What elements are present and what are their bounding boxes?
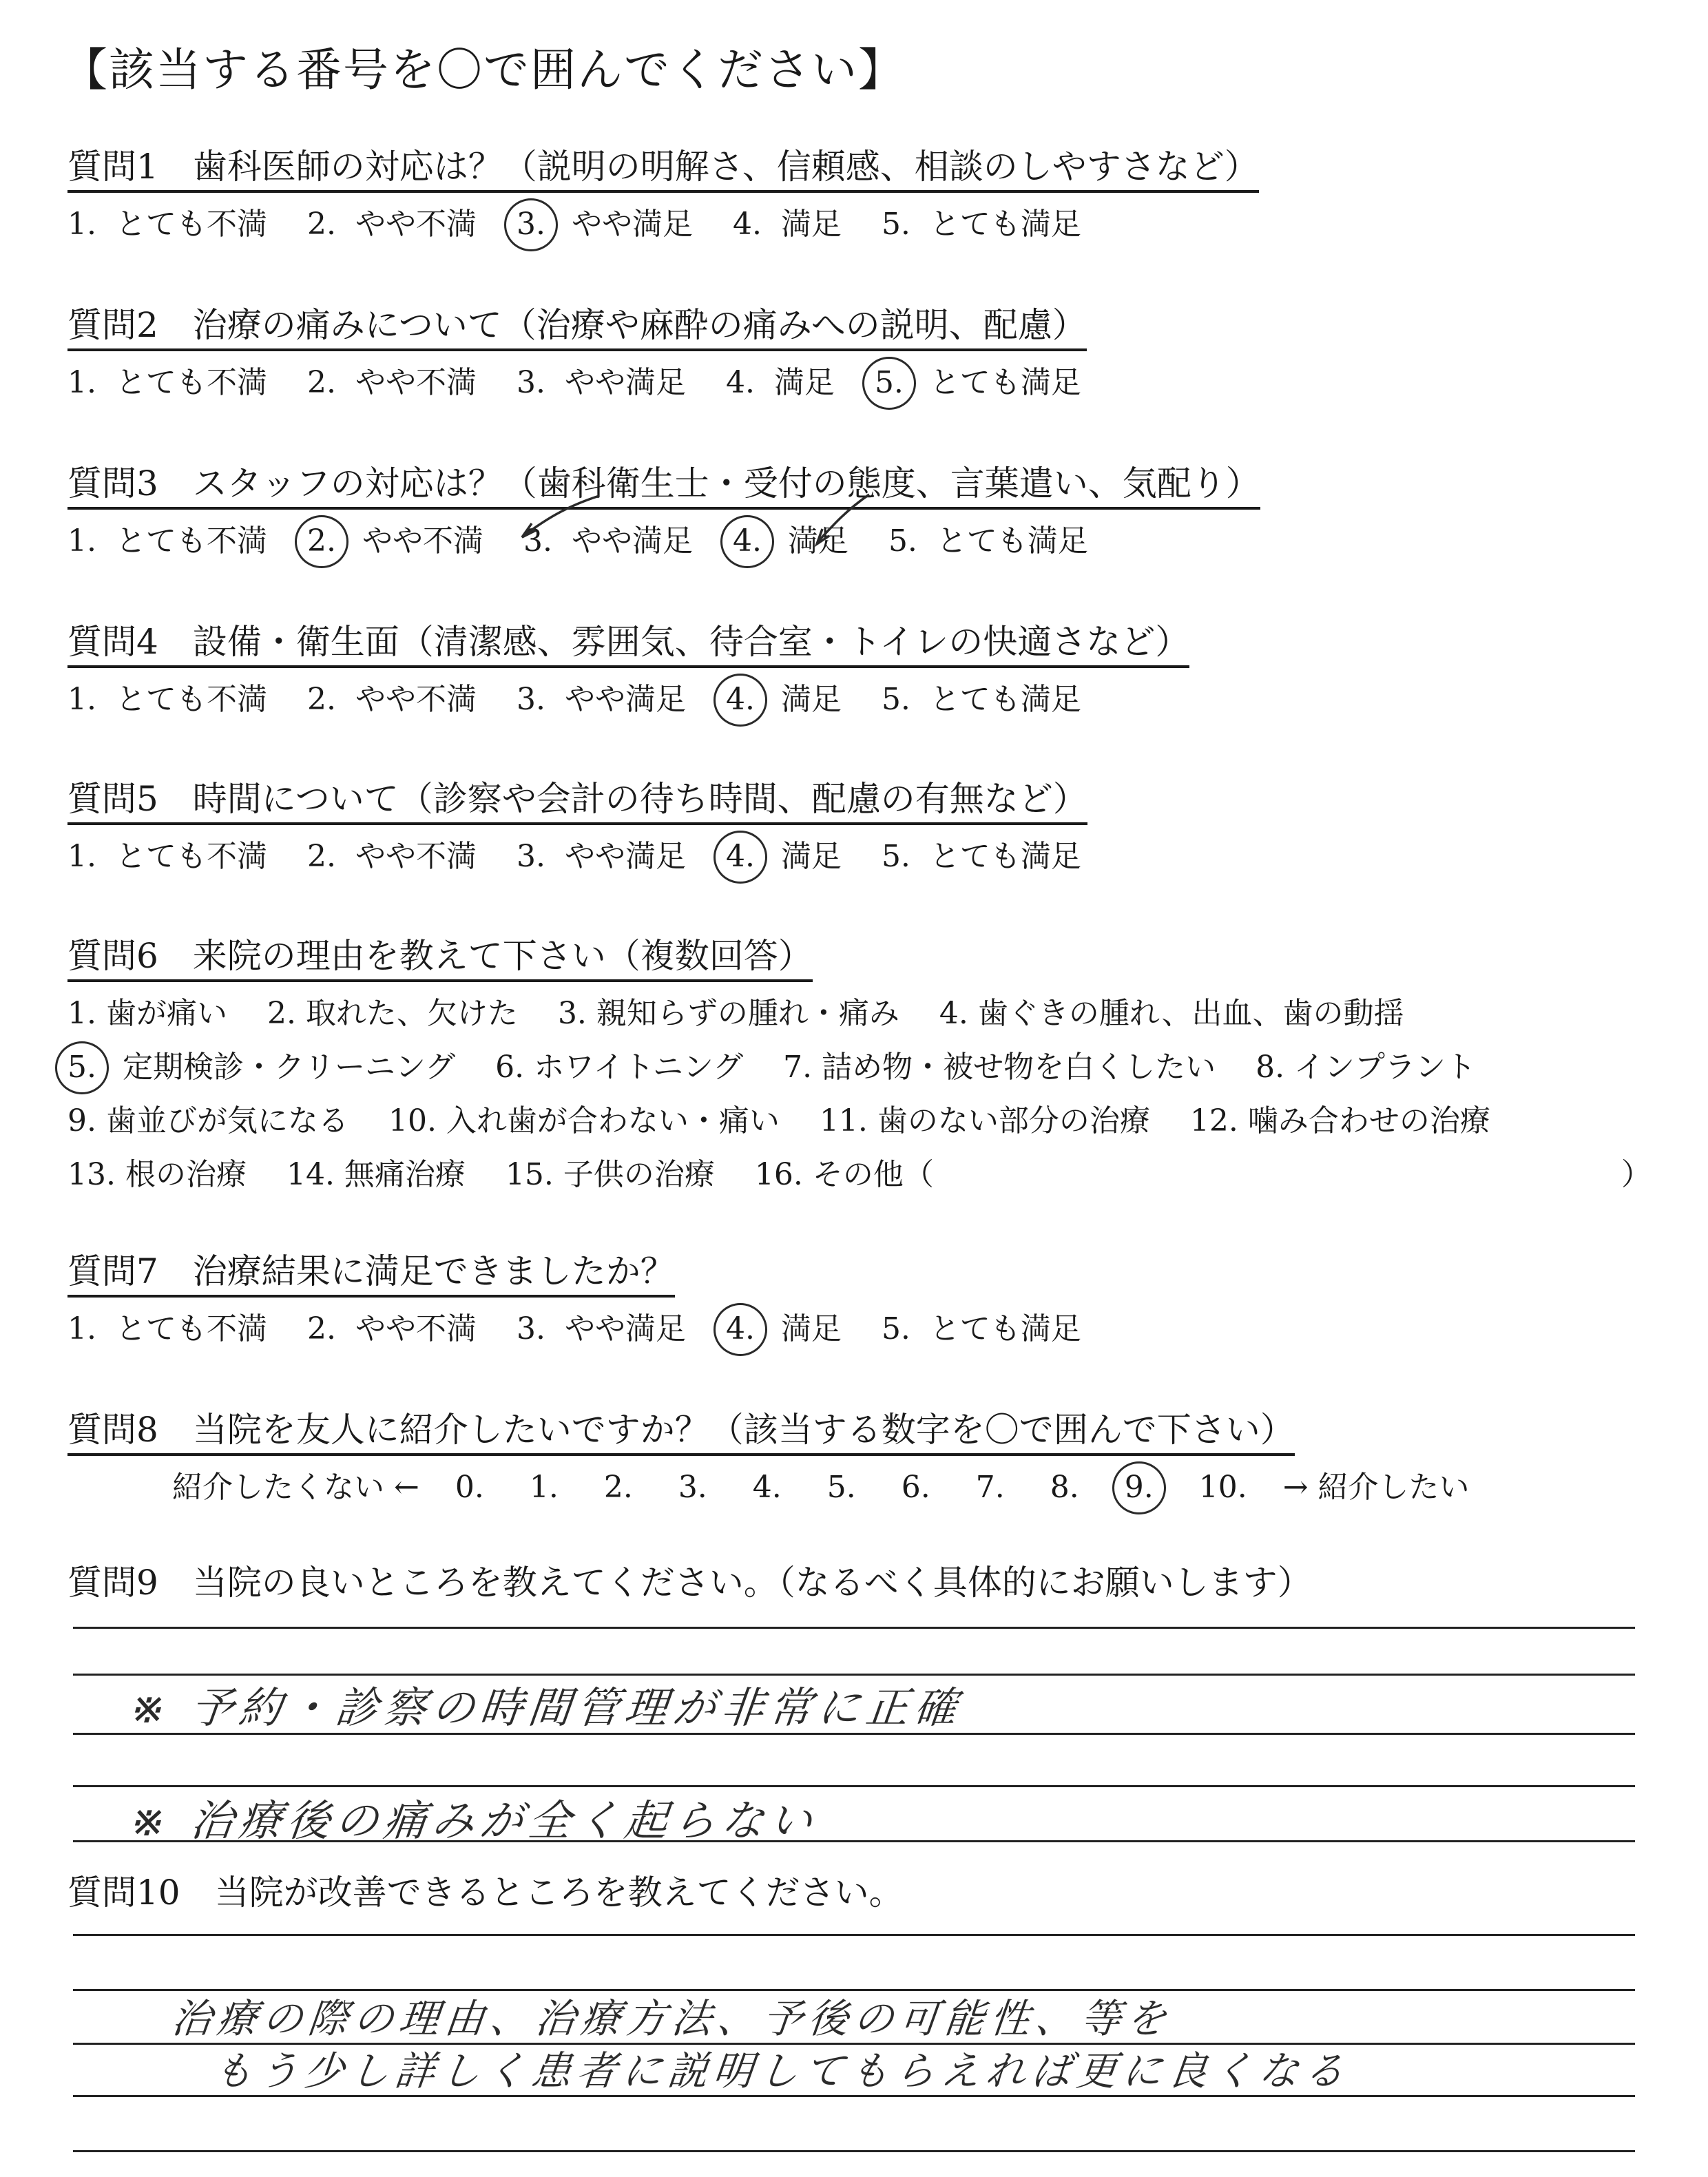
question-2-title: 質問2 治療の痛みについて（治療や麻酔の痛みへの説明、配慮） bbox=[67, 306, 1087, 351]
question-5-options bbox=[67, 839, 1081, 875]
handwritten-answer: ※ 治療後の痛みが全く起らない bbox=[127, 1795, 820, 1846]
option-label: やや不満 bbox=[355, 839, 477, 874]
other-close-paren: ） bbox=[1621, 1157, 1652, 1192]
reason-option[interactable]: 13. 根の治療 bbox=[67, 1157, 247, 1192]
handwritten-answer: もう少し詳しく患者に説明してもらえれば更に良くなる bbox=[210, 2048, 1353, 2094]
handwritten-answer: ※ 予約・診察の時間管理が非常に正確 bbox=[127, 1683, 965, 1733]
option-number-circled[interactable]: 4. bbox=[725, 1311, 755, 1346]
option-number[interactable]: 3. bbox=[516, 365, 545, 400]
option-number[interactable]: 5. bbox=[888, 523, 917, 559]
option-number[interactable]: 5. bbox=[881, 839, 910, 874]
option-number[interactable]: 1. bbox=[67, 207, 96, 242]
option-label: やや不満 bbox=[362, 523, 483, 559]
reason-option[interactable]: 7. 詰め物・被せ物を白くしたい bbox=[783, 1050, 1216, 1085]
option-number[interactable]: 3. bbox=[516, 682, 545, 717]
question-6-title: 質問6 来院の理由を教えて下さい（複数回答） bbox=[67, 937, 813, 982]
scale-right-label: → 紹介したい bbox=[1282, 1470, 1470, 1505]
option-label: やや不満 bbox=[355, 207, 477, 242]
option-label: やや不満 bbox=[355, 682, 477, 717]
option-label: 満足 bbox=[780, 682, 842, 717]
reason-option[interactable]: 15. 子供の治療 bbox=[505, 1157, 715, 1192]
reason-option[interactable]: 12. 噛み合わせの治療 bbox=[1189, 1103, 1490, 1138]
option-number-circled[interactable]: 3. bbox=[516, 207, 545, 242]
scale-number[interactable]: 1. bbox=[529, 1470, 559, 1505]
option-number-circled[interactable]: 4. bbox=[725, 682, 755, 717]
scale-number-circled[interactable]: 9. bbox=[1124, 1470, 1154, 1505]
scale-number[interactable]: 0. bbox=[455, 1470, 484, 1505]
option-number[interactable]: 5. bbox=[881, 1311, 910, 1346]
option-number[interactable]: 1. bbox=[67, 682, 96, 717]
question-10-title: 質問10 当院が改善できるところを教えてください。 bbox=[67, 1873, 904, 1913]
option-number[interactable]: 1. bbox=[67, 365, 96, 400]
option-label: とても不満 bbox=[115, 839, 267, 874]
option-number[interactable]: 2. bbox=[306, 682, 336, 717]
scale-number[interactable]: 5. bbox=[826, 1470, 856, 1505]
option-number[interactable]: 2. bbox=[306, 839, 336, 874]
question-1-options bbox=[67, 207, 1081, 243]
scale-number[interactable]: 6. bbox=[901, 1470, 930, 1505]
writing-line bbox=[73, 1934, 1635, 1936]
question-6-options-row-4 bbox=[67, 1157, 934, 1194]
reason-option[interactable]: 6. ホワイトニング bbox=[495, 1050, 744, 1085]
option-label: やや満足 bbox=[571, 207, 693, 242]
option-label: とても不満 bbox=[115, 1311, 267, 1346]
option-number[interactable]: 3. bbox=[516, 839, 545, 874]
option-label: 満足 bbox=[773, 365, 835, 400]
option-label: やや満足 bbox=[564, 839, 686, 874]
option-label: とても満足 bbox=[929, 682, 1081, 717]
question-8-title: 質問8 当院を友人に紹介したいですか？（該当する数字を〇で囲んで下さい） bbox=[67, 1410, 1295, 1456]
question-7-title: 質問7 治療結果に満足できましたか？ bbox=[67, 1252, 675, 1298]
option-label: 満足 bbox=[780, 207, 842, 242]
option-number[interactable]: 3. bbox=[516, 1311, 545, 1346]
reason-option[interactable]: 14. 無痛治療 bbox=[286, 1157, 466, 1192]
question-4-options bbox=[67, 682, 1081, 718]
scale-number[interactable]: 2. bbox=[603, 1470, 633, 1505]
option-label: 満足 bbox=[787, 523, 848, 559]
question-6-options-row-2 bbox=[67, 1050, 1476, 1086]
writing-line bbox=[73, 2150, 1635, 2152]
scale-left-label: 紹介したくない ← bbox=[172, 1470, 419, 1505]
option-number[interactable]: 4. bbox=[725, 365, 755, 400]
writing-line bbox=[73, 1627, 1635, 1629]
option-number[interactable]: 4. bbox=[732, 207, 762, 242]
option-label: やや満足 bbox=[564, 682, 686, 717]
scale-number[interactable]: 8. bbox=[1050, 1470, 1079, 1505]
option-number[interactable]: 1. bbox=[67, 839, 96, 874]
question-3-title: 質問3 スタッフの対応は？（歯科衛生士・受付の態度、言葉遣い、気配り） bbox=[67, 464, 1260, 510]
option-label: やや満足 bbox=[564, 1311, 686, 1346]
scale-number[interactable]: 7. bbox=[975, 1470, 1005, 1505]
scale-number[interactable]: 4. bbox=[752, 1470, 782, 1505]
question-1-title: 質問1 歯科医師の対応は？（説明の明解さ、信頼感、相談のしやすさなど） bbox=[67, 147, 1259, 193]
reason-option-number-circled[interactable]: 5. bbox=[67, 1050, 96, 1085]
question-6-options-row-3 bbox=[67, 1103, 1490, 1140]
reason-option[interactable]: 11. 歯のない部分の治療 bbox=[819, 1103, 1150, 1138]
reason-option: 定期検診・クリーニング bbox=[122, 1050, 456, 1085]
page-title: 【該当する番号を〇で囲んでください】 bbox=[62, 43, 905, 96]
option-number-circled[interactable]: 4. bbox=[725, 839, 755, 874]
option-number[interactable]: 1. bbox=[67, 523, 96, 559]
question-6-options-row-1 bbox=[67, 996, 1404, 1032]
scale-number[interactable]: 3. bbox=[678, 1470, 707, 1505]
option-label: やや不満 bbox=[355, 365, 477, 400]
scale-number[interactable]: 10. bbox=[1198, 1470, 1247, 1505]
option-label: やや満足 bbox=[571, 523, 693, 559]
question-9-title: 質問9 当院の良いところを教えてください。（なるべく具体的にお願いします） bbox=[67, 1563, 1312, 1603]
reason-option[interactable]: 4. 歯ぐきの腫れ、出血、歯の動揺 bbox=[939, 996, 1404, 1031]
question-3-options bbox=[67, 523, 1088, 560]
option-label: とても不満 bbox=[115, 682, 267, 717]
question-2-options bbox=[67, 365, 1081, 402]
option-number[interactable]: 2. bbox=[306, 207, 336, 242]
reason-option[interactable]: 8. インプラント bbox=[1256, 1050, 1477, 1085]
reason-option-other[interactable]: 16. その他（ bbox=[754, 1157, 934, 1192]
reason-option[interactable]: 1. 歯が痛い bbox=[67, 996, 227, 1031]
handwritten-answer: 治療の際の理由、治療方法、予後の可能性、等を bbox=[169, 1995, 1175, 2042]
option-number[interactable]: 3. bbox=[523, 523, 552, 559]
reason-option[interactable]: 3. 親知らずの腫れ・痛み bbox=[557, 996, 899, 1031]
option-label: とても不満 bbox=[115, 523, 267, 559]
option-label: 満足 bbox=[780, 1311, 842, 1346]
option-label: とても満足 bbox=[929, 839, 1081, 874]
option-number-circled[interactable]: 5. bbox=[874, 365, 904, 400]
option-label: やや満足 bbox=[564, 365, 686, 400]
option-number[interactable]: 2. bbox=[306, 365, 336, 400]
option-number[interactable]: 5. bbox=[881, 682, 910, 717]
option-number[interactable]: 2. bbox=[306, 1311, 336, 1346]
option-label: とても満足 bbox=[936, 523, 1088, 559]
option-label: とても満足 bbox=[929, 207, 1081, 242]
reason-option[interactable]: 10. 入れ歯が合わない・痛い bbox=[388, 1103, 780, 1138]
option-number-circled[interactable]: 2. bbox=[306, 523, 336, 559]
question-7-options bbox=[67, 1311, 1081, 1348]
question-4-title: 質問4 設備・衛生面（清潔感、雰囲気、待合室・トイレの快適さなど） bbox=[67, 623, 1189, 668]
option-number[interactable]: 5. bbox=[881, 207, 910, 242]
question-8-scale bbox=[172, 1470, 1470, 1506]
question-5-title: 質問5 時間について（診察や会計の待ち時間、配慮の有無など） bbox=[67, 780, 1087, 825]
option-label: とても満足 bbox=[929, 365, 1081, 400]
reason-option[interactable]: 2. 取れた、欠けた bbox=[267, 996, 518, 1031]
option-label: 満足 bbox=[780, 839, 842, 874]
option-label: とても不満 bbox=[115, 207, 267, 242]
option-label: とても満足 bbox=[929, 1311, 1081, 1346]
reason-option[interactable]: 9. 歯並びが気になる bbox=[67, 1103, 348, 1138]
option-number-circled[interactable]: 4. bbox=[732, 523, 762, 559]
option-number[interactable]: 1. bbox=[67, 1311, 96, 1346]
option-label: とても不満 bbox=[115, 365, 267, 400]
option-label: やや不満 bbox=[355, 1311, 477, 1346]
